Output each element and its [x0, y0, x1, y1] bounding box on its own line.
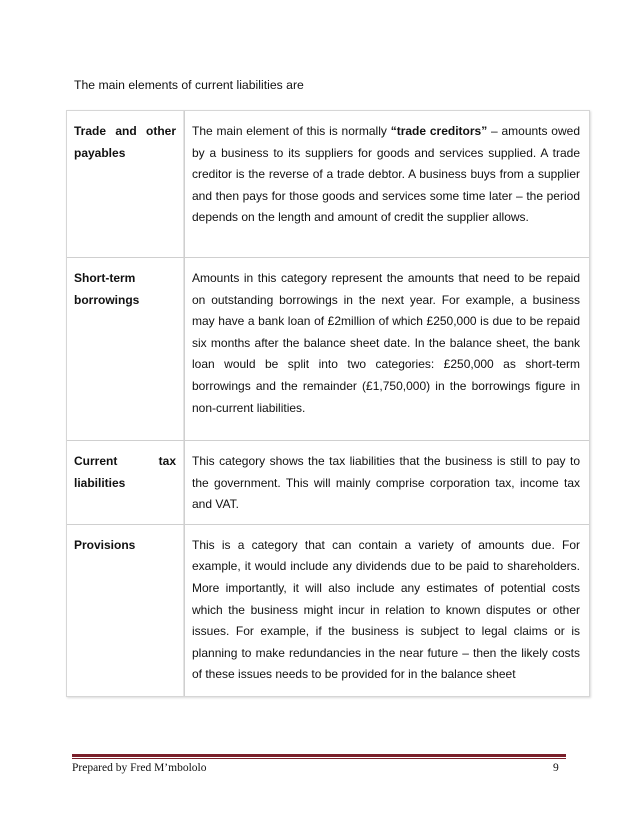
description-cell — [185, 441, 589, 525]
page-number: 9 — [553, 762, 559, 774]
description-text: – amounts owed by a business to its suppliers for goods and services supplied. A trade creditor is the reverse of a trade debtor. A business buys from a supplier and then pays for those goods and services some time later – the period depends on the length and amount of credit the supplier allows. — [192, 124, 580, 225]
term-cell — [67, 258, 185, 441]
description-text: The main element of this is normally — [192, 124, 391, 138]
term-cell — [67, 525, 185, 696]
table-row — [67, 111, 589, 258]
description-text: This is a category that can contain a variety of amounts due. For example, it would include any dividends due to be paid to shareholders. More importantly, it will also include any estimates of potential costs which the business might incur in relation to known disputes or other issues. For example, if the business is subject to legal claims or is planning to make redundancies in the near future – then the likely costs of these issues needs to be provided for in the balance sheet — [192, 537, 580, 682]
term-label: Trade and other payables — [74, 124, 176, 160]
current-liabilities-table — [66, 110, 590, 697]
term-label: Current tax liabilities — [74, 454, 176, 490]
table-row — [67, 258, 589, 441]
description-cell — [185, 258, 589, 441]
term-cell — [67, 441, 185, 525]
table-row — [67, 525, 589, 696]
term-cell — [67, 111, 185, 258]
description-cell — [185, 111, 589, 258]
footer-rule-thin — [72, 758, 566, 759]
term-label: Provisions — [74, 537, 136, 552]
description-text: Amounts in this category represent the amounts that need to be repaid on outstanding borrowings in the next year. For example, a business may have a bank loan of £2million of which £250,000 is due to be repaid six months after the balance sheet date. In the balance sheet, the bank loan would be split into two categories: £250,000 as short-term borrowings and the remainder (£1,750,000) in the borrowings figure in non-current liabilities. — [192, 271, 580, 415]
description-cell — [185, 525, 589, 696]
intro-text: The main elements of current liabilities are — [74, 78, 304, 92]
description-text: This category shows the tax liabilities that the business is still to pay to the government. This will mainly comprise corporation tax, income tax and VAT. — [192, 454, 580, 512]
footer-rule — [72, 754, 566, 757]
term-label: Short-term borrowings — [74, 271, 140, 307]
description-bold-text: “trade creditors” — [390, 124, 488, 138]
table-row — [67, 441, 589, 525]
footer-author: Prepared by Fred M’mbololo — [72, 762, 207, 774]
